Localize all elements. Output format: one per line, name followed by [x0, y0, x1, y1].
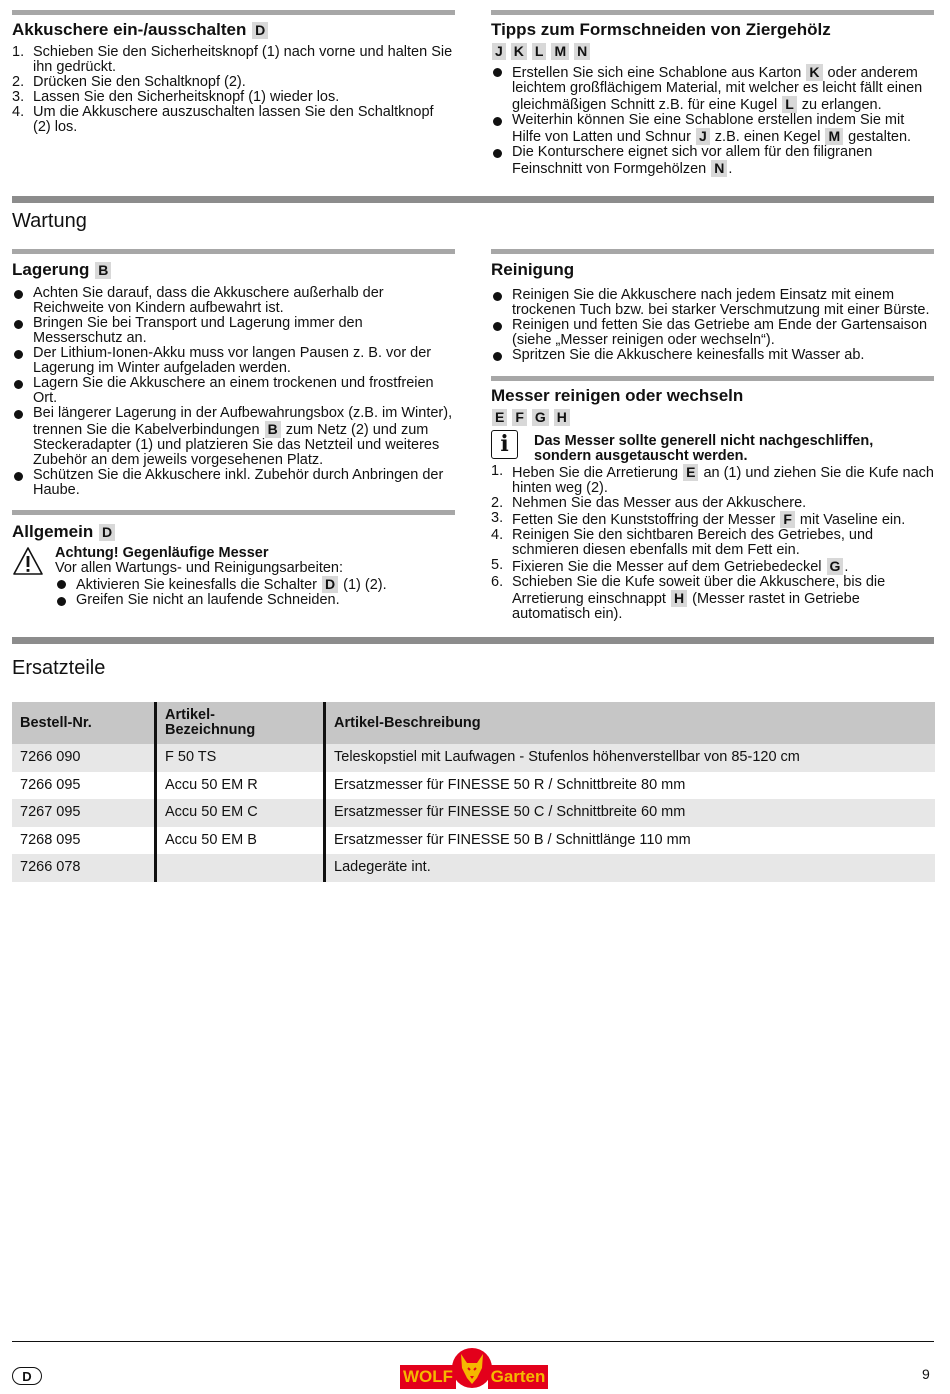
section-wartung	[12, 196, 934, 233]
list-item: Die Konturschere eignet sich vor allem für den filigranen Feinschnitt von Formgehölzen N .	[491, 145, 934, 177]
table-cell: Accu 50 EM C	[156, 799, 325, 827]
column-header: Bestell-Nr.	[12, 702, 156, 744]
figure-tag: K	[511, 43, 527, 60]
list-item: Schützen Sie die Akkuschere inkl. Zubehör durch Anbringen der Haube.	[12, 468, 455, 498]
table-cell: 7267 095	[12, 799, 156, 827]
table-cell: 7266 095	[12, 772, 156, 800]
table-cell: F 50 TS	[156, 744, 325, 772]
list-item: Der Lithium-Ionen-Akku muss vor langen Pausen z. B. vor der Lagerung im Winter aufgeladen werden.	[12, 346, 455, 376]
list-item: 6. Schieben Sie die Kufe soweit über die Akkuschere, bis die Arretierung einschnappt H (Messer rastet in Getriebe automatisch ein).	[491, 574, 886, 622]
logo-left-box: WOLF	[400, 1365, 456, 1389]
figure-tag: M	[551, 43, 569, 60]
section-title: Tipps zum Formschneiden von Ziergehölz	[491, 20, 831, 39]
bullet-list	[12, 286, 455, 498]
warning-icon	[12, 546, 44, 580]
list-item: Bringen Sie bei Transport und Lagerung immer den Messerschutz an.	[12, 316, 455, 346]
table-cell: Ladegeräte int.	[325, 854, 936, 882]
figure-tag: J	[492, 43, 506, 60]
figure-tag: E	[492, 409, 507, 426]
list-item: Weiterhin können Sie eine Schablone erstellen indem Sie mit Hilfe von Latten und Schnur J z.B. einen Kegel M gestalten.	[491, 113, 934, 145]
list-item: 4. Reinigen Sie den sichtbaren Bereich des Getriebes, und schmieren diesen ebenfalls mit dem Fett ein.	[491, 527, 874, 558]
figure-tag: N	[574, 43, 590, 60]
list-item: Reinigen und fetten Sie das Getriebe am Ende der Gartensaison (siehe „Messer reinigen oder wechseln“).	[491, 318, 934, 348]
warning-title: Achtung! Gegenläufige Messer	[55, 545, 269, 561]
list-item: 1. Heben Sie die Arretierung E an (1) und ziehen Sie die Kufe nach hinten weg (2).	[491, 463, 934, 496]
bullet-list	[491, 288, 934, 363]
parts-table	[12, 702, 935, 882]
list-item: Greifen Sie nicht an laufende Schneiden.	[55, 593, 455, 608]
table-cell: Ersatzmesser für FINESSE 50 B / Schnittlänge 110 mm	[334, 831, 691, 848]
section-ersatzteile	[12, 637, 934, 882]
list-item: Aktivieren Sie keinesfalls die Schalter D (1) (2).	[55, 576, 455, 593]
warning-note	[12, 546, 455, 608]
list-item: 3. Lassen Sie den Sicherheitsknopf (1) wieder los.	[12, 89, 340, 105]
bullet-list	[55, 576, 455, 608]
list-item: Spritzen Sie die Akkuschere keinesfalls mit Wasser ab.	[491, 348, 934, 363]
section-akkuschere	[12, 10, 455, 135]
table-row	[12, 744, 935, 772]
info-text: Das Messer sollte generell nicht nachgeschliffen, sondern ausgetauscht werden.	[534, 433, 874, 464]
column-header: Artikel-Beschreibung	[325, 702, 936, 744]
step-list	[12, 45, 455, 135]
section-messer	[491, 376, 934, 622]
table-row	[12, 799, 935, 827]
section-title: Messer reinigen oder wechseln	[491, 386, 744, 405]
figure-tags	[491, 43, 934, 60]
bullet-list	[491, 64, 934, 177]
figure-tag: D	[252, 22, 268, 39]
list-item: Erstellen Sie sich eine Schablone aus Karton K oder anderem leichtem großflächigem Material, mit welcher es leicht fällt einen gleichmäßigen Schnitt z.B. für eine Kugel L zu erlangen.	[491, 64, 934, 113]
chapter-title: Ersatzteile	[12, 657, 106, 679]
table-header-row	[12, 702, 935, 744]
warning-text: Vor allen Wartungs- und Reinigungsarbeiten:	[55, 560, 344, 576]
figure-tags	[491, 409, 934, 426]
section-reinigung	[491, 249, 934, 363]
step-list	[491, 464, 934, 622]
logo-right-box: Garten	[488, 1365, 548, 1389]
section-title: Allgemein D	[12, 522, 455, 542]
figure-tag: F	[512, 409, 527, 426]
section-divider	[12, 637, 934, 644]
section-lagerung	[12, 249, 455, 498]
section-divider	[12, 249, 455, 254]
list-item: 2. Drücken Sie den Schaltknopf (2).	[12, 74, 246, 90]
list-item: 2. Nehmen Sie das Messer aus der Akkuschere.	[491, 495, 807, 511]
info-icon: i	[491, 430, 518, 459]
list-item: Achten Sie darauf, dass die Akkuschere außerhalb der Reichweite von Kindern aufbewahrt ist.	[12, 286, 455, 316]
chapter-title: Wartung	[12, 210, 87, 232]
table-cell: 7268 095	[12, 827, 156, 855]
list-item: 3. Fetten Sie den Kunststoffring der Messer F mit Vaseline ein.	[491, 510, 906, 528]
table-cell: Accu 50 EM R	[156, 772, 325, 800]
list-item: 4. Um die Akkuschere auszuschalten lassen Sie den Schaltknopf (2) los.	[12, 104, 434, 135]
section-allgemein	[12, 510, 455, 608]
figure-tag: B	[95, 262, 111, 279]
table-cell: Accu 50 EM B	[156, 827, 325, 855]
section-tipps	[491, 10, 934, 177]
table-cell: Ersatzmesser für FINESSE 50 R / Schnittbreite 80 mm	[334, 776, 686, 793]
section-divider	[491, 376, 934, 381]
column-header: Artikel- Bezeichnung	[156, 702, 325, 744]
list-item: Reinigen Sie die Akkuschere nach jedem Einsatz mit einem trockenen Tuch bzw. bei starker Verschmutzung mit einer Bürste.	[491, 288, 934, 318]
language-badge: D	[12, 1367, 42, 1385]
table-row	[12, 827, 935, 855]
table-row	[12, 854, 935, 882]
section-divider	[12, 196, 934, 203]
section-title: Akkuschere ein-/ausschalten D	[12, 20, 455, 40]
section-divider	[12, 510, 455, 515]
table-cell: Ersatzmesser für FINESSE 50 C / Schnittbreite 60 mm	[325, 799, 936, 827]
list-item: Lagern Sie die Akkuschere an einem trockenen und frostfreien Ort.	[12, 376, 455, 406]
figure-tag: H	[554, 409, 570, 426]
page-number: 9	[922, 1366, 930, 1382]
section-divider	[491, 10, 934, 15]
figure-tag: L	[532, 43, 547, 60]
section-divider	[12, 10, 455, 15]
footer-divider	[12, 1341, 934, 1342]
list-item: 5. Fixieren Sie die Messer auf dem Getriebedeckel G .	[491, 557, 849, 575]
table-cell: 7266 078	[12, 854, 156, 882]
figure-tag: D	[99, 524, 115, 541]
section-divider	[491, 249, 934, 254]
figure-tag: G	[532, 409, 549, 426]
wolf-head-icon	[452, 1346, 492, 1390]
wolf-garten-logo	[400, 1346, 548, 1390]
info-note	[491, 430, 934, 464]
list-item: Bei längerer Lagerung in der Aufbewahrungsbox (z.B. im Winter), trennen Sie die Kabelverbindungen B zum Netz (2) und zum Steckeradapter (1) und platzieren Sie das Netzteil und weiteres Zubehör an dem jeweils vorgesehenen Platz.	[12, 406, 455, 468]
list-item: 1. Schieben Sie den Sicherheitsknopf (1) nach vorne und halten Sie ihn gedrückt.	[12, 44, 453, 75]
section-title: Reinigung	[491, 260, 575, 279]
table-row	[12, 772, 935, 800]
table-cell	[156, 854, 325, 882]
section-title: Lagerung B	[12, 260, 455, 280]
table-cell: Teleskopstiel mit Laufwagen - Stufenlos höhenverstellbar von 85-120 cm	[325, 744, 936, 772]
table-cell: 7266 090	[12, 744, 156, 772]
